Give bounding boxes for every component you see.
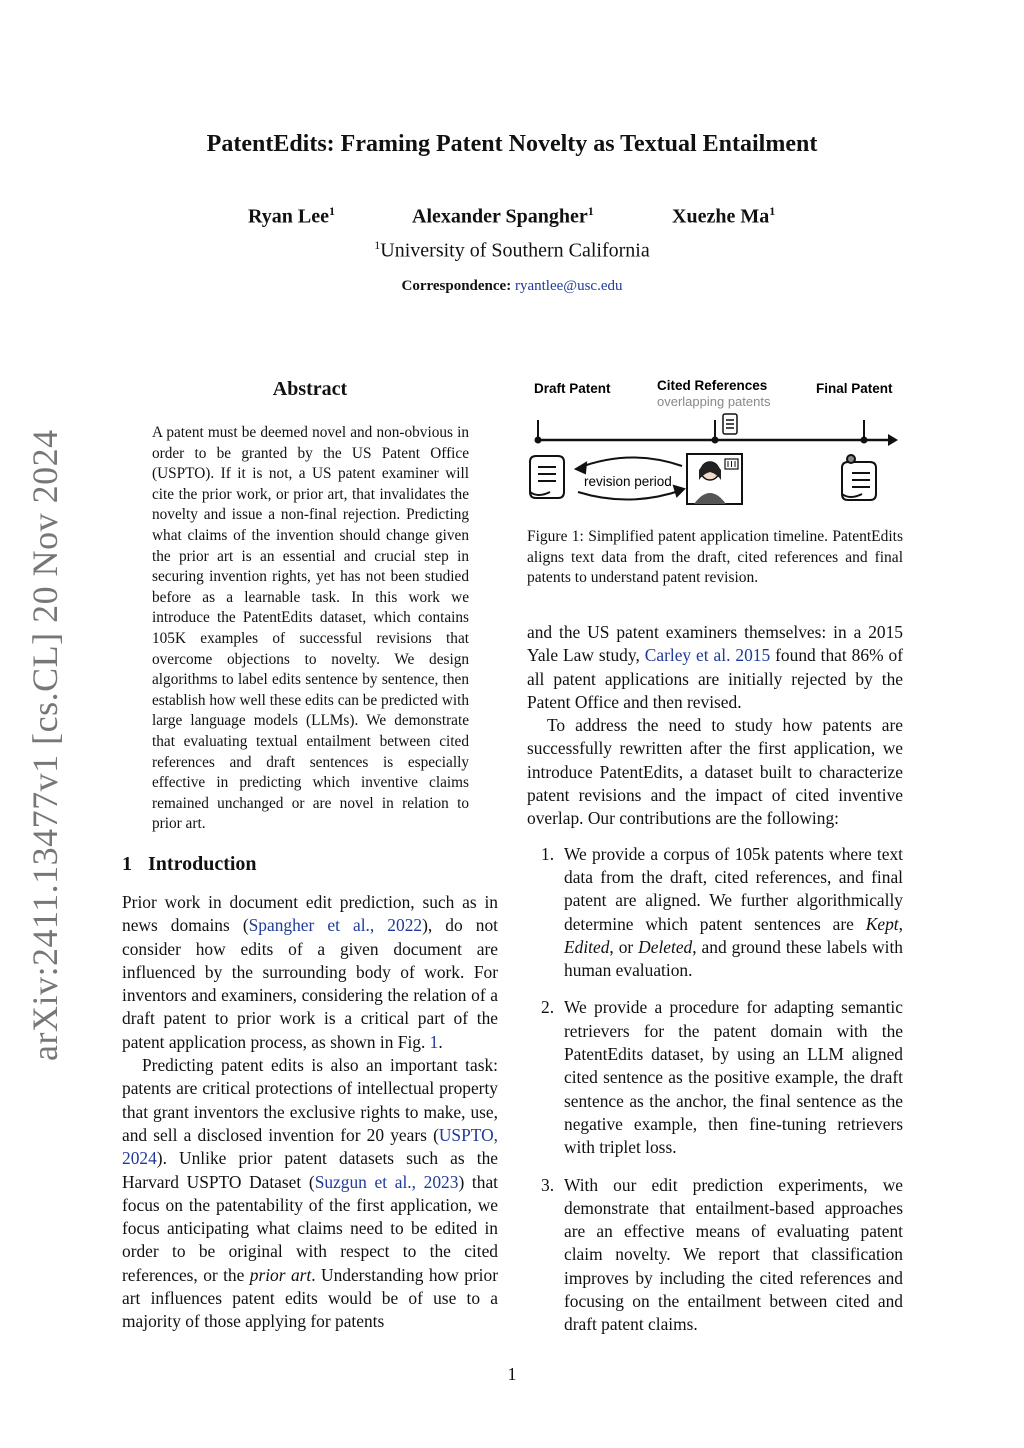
fig-label-final: Final Patent: [816, 381, 893, 396]
author-2: Alexander Spangher$^1$: [412, 204, 594, 228]
intro-paragraph-4: To address the need to study how patents are successfully rewritten after the first application, we introduce PatentEdits, a dataset built to characterize patent revisions and the impact of cited inventive overlap. Our contributions are the following:: [527, 715, 903, 829]
contributions-list: [527, 843, 903, 1337]
correspondence-email[interactable]: ryantlee@usc.edu: [514, 278, 623, 294]
citation-spangher-2022[interactable]: Spangher et al., 2022: [248, 915, 423, 936]
author-1: Ryan Lee$^1$: [248, 204, 335, 228]
fig-label-draft: Draft Patent: [534, 381, 611, 396]
fig-label-revision: revision period: [584, 474, 672, 489]
list-item: 3. With our edit prediction experiments, we demonstrate that entailment-based approaches are an effective means of evaluating patent claim novelty. We report that classification improves by including the cited references and focusing on the entailment between cited and draft patent claims.: [541, 1174, 903, 1335]
arxiv-identifier: arXiv:2411.13477v1 [cs.CL] 20 Nov 2024: [25, 429, 65, 1061]
intro-paragraph-3: and the US patent examiners themselves: in a 2015 Yale Law study, Carley et al. 2015 found that 86% of all patent applications are initially rejected by the Patent Office and then revised.: [527, 622, 903, 712]
examiner-avatar-icon: [687, 454, 742, 504]
correspondence: [0, 278, 1024, 295]
correspondence-label: Correspondence:: [401, 278, 512, 294]
timeline-arrowhead: [888, 434, 898, 446]
figure-timeline: [520, 370, 915, 520]
draft-document-icon: [530, 456, 564, 498]
timeline-marker-final: [861, 437, 868, 444]
intro-paragraph-2: Predicting patent edits is also an important task: patents are critical protections of intellectual property that grant inventors the exclusive rights to make, use, and sell a disclosed invention for 20 years (USPTO, 2024). Unlike prior patent datasets such as the Harvard USPTO Dataset (Suzgun et al., 2023) that focus on the patentability of the first application, we focus anticipating what claims need to be edited in order to be original with respect to the cited references, or the prior art. Understanding how prior art influences patent edits would be of use to a majority of those applying for patents: [122, 1055, 498, 1332]
citation-carley-2015[interactable]: Carley et al. 2015: [644, 645, 771, 666]
cited-document-icon: [723, 414, 737, 434]
paper-title: PatentEdits: Framing Patent Novelty as Textual Entailment: [206, 131, 818, 157]
intro-right-column: [527, 621, 903, 1351]
fig-label-cited: Cited References: [657, 378, 768, 393]
list-item: 1. We provide a corpus of 105k patents where text data from the draft, cited references, and final patent are aligned. We further algorithmically determine which patent sentences are Kept, Edited, or Deleted, and ground these labels with human evaluation.: [541, 843, 903, 981]
citation-suzgun-2023[interactable]: Suzgun et al., 2023: [314, 1171, 459, 1192]
author-3: Xuezhe Ma$^1$: [672, 204, 776, 228]
figure-caption: Figure 1: Simplified patent application timeline. PatentEdits aligns text data from the draft, cited references and final patents to understand patent revision.: [527, 528, 903, 587]
timeline-marker-draft: [535, 437, 542, 444]
abstract-text: A patent must be deemed novel and non-obvious in order to be granted by the US Patent Office (USPTO). If it is not, a US patent examiner will cite the prior work, or prior art, that invalidates the novelty and issue a non-final rejection. Predicting what claims of the invention should change given the prior art is an essential and crucial step in securing invention rights, yet has not been studied before as a learnable task. In this work we introduce the PatentEdits dataset, which contains 105K examples of successful revisions that overcome objections to novelty. We design algorithms to label edits sentence by sentence, then establish how well these edits can be predicted with large language models (LLMs). We demonstrate that evaluating textual entailment between cited references and draft sentences is especially effective in predicting which inventive claims remained unchanged or are novel in relation to prior art.: [152, 424, 469, 833]
intro-paragraph-1: Prior work in document edit prediction, such as in news domains (Spangher et al., 2022), do not consider how edits of a given document are influenced by the surrounding body of work. For inventors and examiners, considering the relation of a draft patent to prior work is a critical part of the patent application process, as shown in Fig. 1.: [122, 892, 498, 1052]
list-item: 2. We provide a procedure for adapting semantic retrievers for the patent domain with the PatentEdits dataset, by using an LLM aligned cited sentence as the positive example, the draft sentence as the anchor, the final sentence as the negative example, then fine-tuning retrievers with triplet loss.: [541, 997, 903, 1158]
page-number: 1: [507, 1364, 517, 1384]
fig-label-cited-sub: overlapping patents: [657, 394, 771, 409]
figure-ref-1[interactable]: 1: [429, 1031, 439, 1052]
timeline-marker-cited: [712, 437, 719, 444]
affiliation: $^1$University of Southern California: [374, 238, 650, 262]
citation-uspto-2024[interactable]: USPTO, 2024: [122, 1124, 498, 1169]
abstract-heading: Abstract: [272, 378, 348, 400]
section-heading-introduction: 1 Introduction: [122, 853, 257, 875]
final-document-icon: [842, 455, 876, 500]
intro-left-column: [122, 891, 498, 1334]
